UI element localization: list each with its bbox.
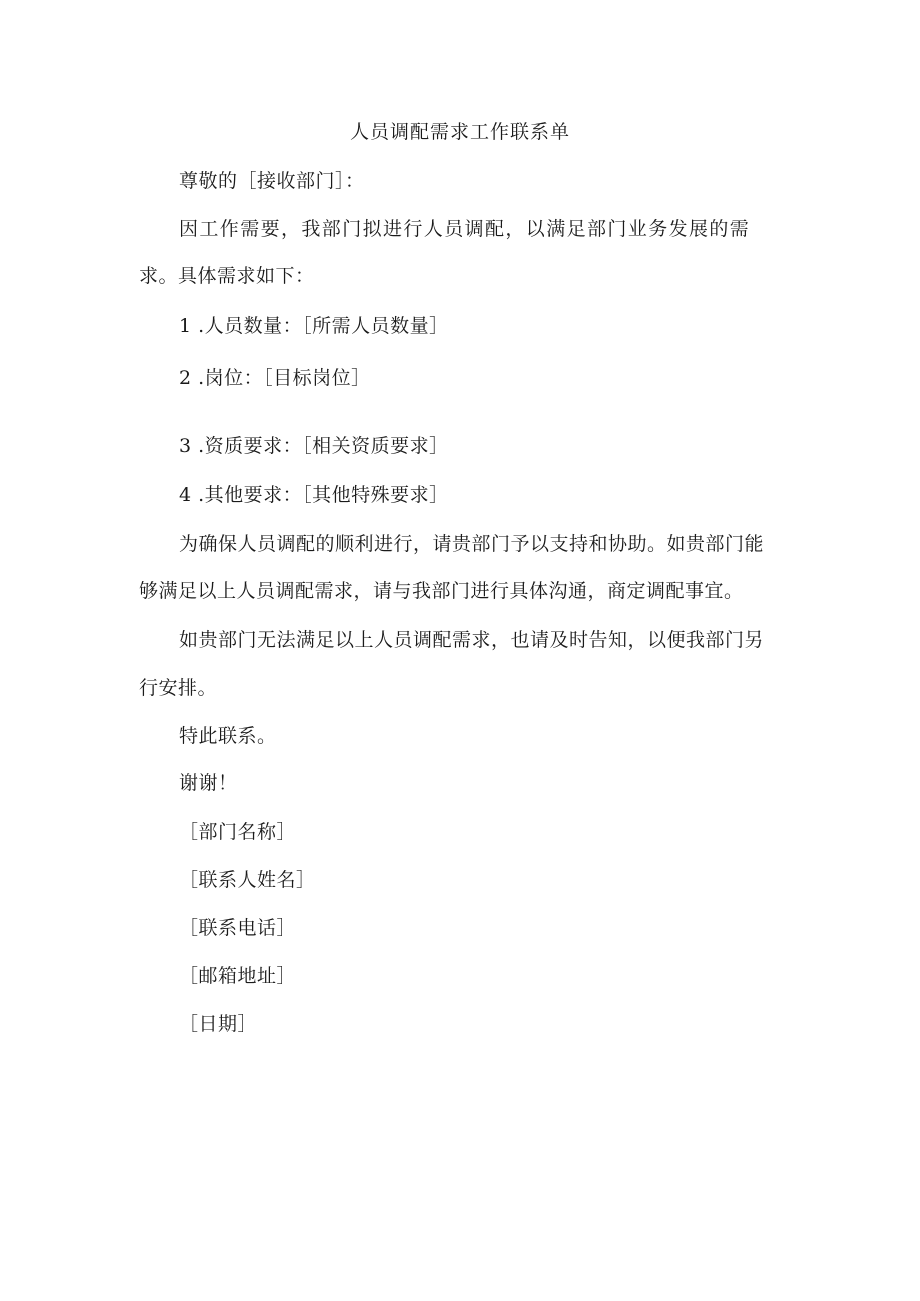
requirement-item-other: 4 .其他要求：［其他特殊要求］ bbox=[179, 484, 449, 506]
notice-paragraph-line-1: 如贵部门无法满足以上人员调配需求，也请及时告知，以便我部门另 bbox=[179, 629, 765, 651]
salutation: 尊敬的［接收部门］： bbox=[179, 170, 365, 192]
closing-line: 特此联系。 bbox=[179, 725, 277, 747]
notice-paragraph-line-2: 行安排。 bbox=[139, 677, 218, 699]
requirement-item-quantity: 1 .人员数量：［所需人员数量］ bbox=[179, 315, 449, 337]
intro-paragraph-line-1: 因工作需要，我部门拟进行人员调配，以满足部门业务发展的需 bbox=[179, 218, 751, 240]
requirement-item-position: 2 .岗位：［目标岗位］ bbox=[179, 367, 371, 389]
document-title: 人员调配需求工作联系单 bbox=[349, 121, 570, 143]
signature-contact-name: ［联系人姓名］ bbox=[179, 869, 316, 891]
signature-department: ［部门名称］ bbox=[179, 821, 297, 843]
thanks-line: 谢谢！ bbox=[179, 772, 238, 794]
intro-paragraph-line-2: 求。具体需求如下： bbox=[139, 265, 315, 287]
signature-email: ［邮箱地址］ bbox=[179, 965, 297, 987]
support-paragraph-line-2: 够满足以上人员调配需求，请与我部门进行具体沟通，商定调配事宜。 bbox=[139, 580, 744, 602]
signature-phone: ［联系电话］ bbox=[179, 917, 297, 939]
support-paragraph-line-1: 为确保人员调配的顺利进行，请贵部门予以支持和协助。如贵部门能 bbox=[179, 533, 765, 555]
requirement-item-qualification: 3 .资质要求：［相关资质要求］ bbox=[179, 435, 449, 457]
signature-date: ［日期］ bbox=[179, 1013, 258, 1035]
